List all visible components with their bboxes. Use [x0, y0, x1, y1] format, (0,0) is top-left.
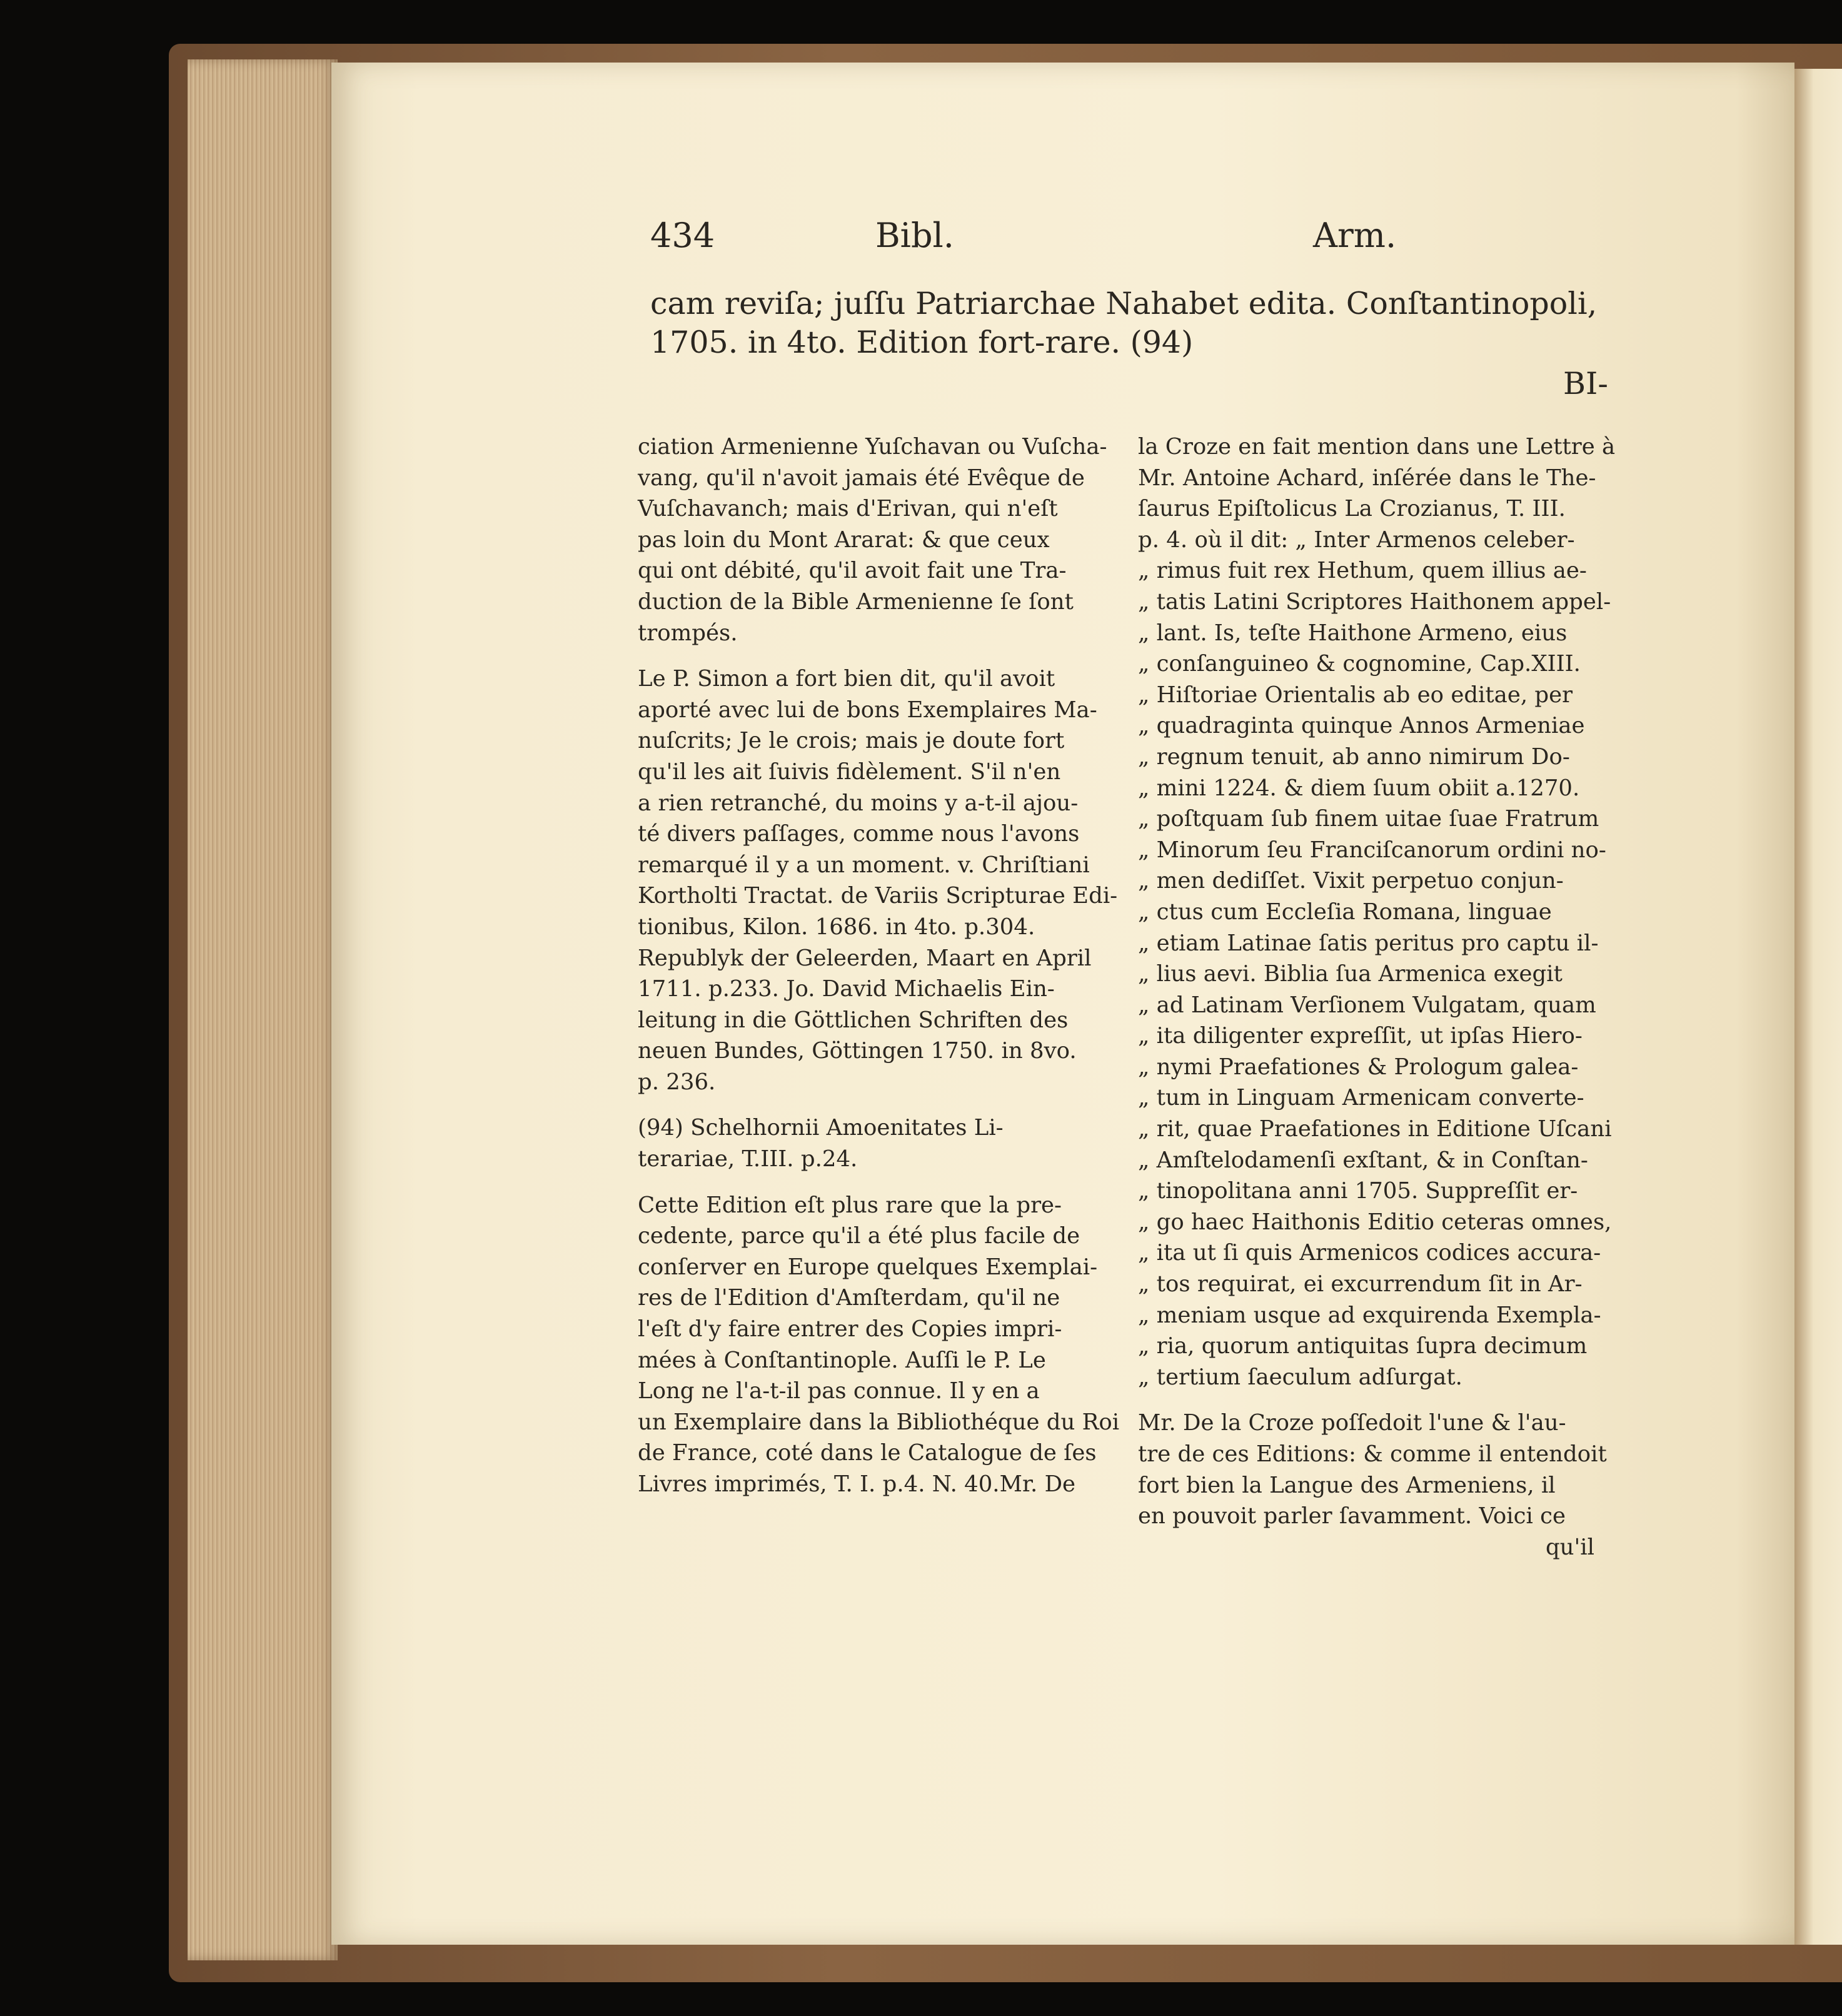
text-line: „ rit, quae Praefationes in Editione Uſcani: [1138, 1116, 1612, 1142]
text-line: „ tinopolitana anni 1705. Suppreſſit er-: [1138, 1178, 1578, 1204]
text-line: Livres imprimés, T. I. p.4. N. 40.Mr. De: [638, 1471, 1076, 1497]
text-line: „ quadraginta quinque Annos Armeniae: [1138, 713, 1585, 739]
text-line: conſerver en Europe quelques Exemplai-: [638, 1254, 1098, 1280]
text-line: „ ctus cum Eccleſia Romana, linguae: [1138, 899, 1552, 925]
right-page-edge: [1794, 69, 1842, 1945]
text-line: „ ad Latinam Verſionem Vulgatam, quam: [1138, 992, 1596, 1018]
text-line: Cette Edition eſt plus rare que la pre-: [638, 1192, 1062, 1218]
text-line: „ tertium ſaeculum adſurgat.: [1138, 1364, 1462, 1390]
text-line: „ meniam usque ad exquirenda Exempla-: [1138, 1302, 1601, 1328]
running-header: [650, 216, 1397, 272]
text-line: „ Hiſtoriae Orientalis ab eo editae, per: [1138, 682, 1573, 708]
text-line: Vuſchavanch; mais d'Erivan, qui n'eſt: [638, 496, 1058, 522]
paragraph: [638, 1112, 1100, 1174]
text-line: nuſcrits; Je le crois; mais je doute fort: [638, 728, 1065, 754]
text-line: cedente, parce qu'il a été plus facile de: [638, 1223, 1080, 1249]
text-line: qui ont débité, qu'il avoit fait une Tra-: [638, 558, 1067, 584]
catchword-top: BI-: [1563, 366, 1608, 401]
text-line: „ ita diligenter expreſſit, ut ipſas Hiero-: [1138, 1023, 1583, 1049]
paragraph: [638, 431, 1107, 648]
text-line: de France, coté dans le Catalogue de ſes: [638, 1440, 1097, 1466]
text-line: 1711. p.233. Jo. David Michaelis Ein-: [638, 976, 1055, 1002]
text-line: „ poſtquam ſub finem uitae ſuae Fratrum: [1138, 806, 1599, 832]
text-line: Republyk der Geleerden, Maart en April: [638, 945, 1092, 971]
text-line: „ mini 1224. & diem ſuum obiit a.1270.: [1138, 775, 1580, 801]
text-line: mées à Conſtantinople. Auſſi le P. Le: [638, 1347, 1046, 1373]
text-line: un Exemplaire dans la Bibliothéque du Roi: [638, 1409, 1120, 1435]
paragraph: [1138, 1408, 1607, 1563]
intro-line: cam reviſa; juſſu Patriarchae Nahabet edita. Conſtantinopoli,: [650, 286, 1598, 321]
page-number: 434: [650, 216, 715, 255]
text-line: la Croze en fait mention dans une Lettre à: [1138, 434, 1616, 460]
text-line: ſaurus Epiſtolicus La Crozianus, T. III.: [1138, 496, 1566, 522]
text-line: en pouvoit parler ſavamment. Voici ce: [1138, 1503, 1566, 1530]
text-line: p. 236.: [638, 1069, 716, 1095]
text-line: „ Amſtelodamenſi exſtant, & in Conſtan-: [1138, 1147, 1588, 1173]
paragraph: [1138, 431, 1616, 1393]
text-line: trompés.: [638, 620, 738, 646]
running-head-left: Bibl.: [875, 216, 954, 255]
paragraph: [638, 1190, 1120, 1500]
catchword-bottom: qu'il: [1545, 1534, 1594, 1560]
text-line: vang, qu'il n'avoit jamais été Evêque de: [638, 465, 1085, 491]
text-line: duction de la Bible Armenienne ſe ſont: [638, 588, 1074, 615]
paragraph: [638, 663, 1118, 1097]
text-line: „ tatis Latini Scriptores Haithonem appel-: [1138, 588, 1611, 615]
text-line: tionibus, Kilon. 1686. in 4to. p.304.: [638, 914, 1035, 940]
text-line: „ go haec Haithonis Editio ceteras omnes,: [1138, 1209, 1612, 1235]
text-line: terariae, T.III. p.24.: [638, 1146, 858, 1172]
text-line: „ regnum tenuit, ab anno nimirum Do-: [1138, 743, 1570, 770]
left-column: [638, 431, 1120, 1515]
text-line: remarqué il y a un moment. v. Chriſtiani: [638, 852, 1090, 878]
text-line: Le P. Simon a fort bien dit, qu'il avoit: [638, 666, 1055, 692]
right-column: [1138, 431, 1616, 1578]
text-line: leitung in die Göttlichen Schriften des: [638, 1007, 1069, 1033]
text-line: „ Minorum ſeu Franciſcanorum ordini no-: [1138, 837, 1606, 863]
text-line: tre de ces Editions: & comme il entendoit: [1138, 1441, 1607, 1467]
text-line: „ lius aevi. Biblia ſua Armenica exegit: [1138, 961, 1563, 987]
text-line: Kortholti Tractat. de Variis Scripturae Edi-: [638, 883, 1118, 909]
text-line: res de l'Edition d'Amſterdam, qu'il ne: [638, 1285, 1060, 1311]
intro-line: 1705. in 4to. Edition fort-rare. (94): [650, 325, 1194, 360]
text-line: „ lant. Is, teſte Haithone Armeno, eius: [1138, 620, 1568, 646]
text-line: Mr. Antoine Achard, inſérée dans le The-: [1138, 465, 1596, 491]
intro-text: [650, 285, 1619, 362]
text-line: „ etiam Latinae ſatis peritus pro captu il-: [1138, 930, 1599, 956]
text-line: „ men dediſſet. Vixit perpetuo conjun-: [1138, 868, 1564, 894]
text-line: (94) Schelhornii Amoenitates Li-: [638, 1115, 1004, 1141]
page-edges: [188, 59, 338, 1960]
text-line: „ ria, quorum antiquitas ſupra decimum: [1138, 1333, 1588, 1359]
text-line: a rien retranché, du moins y a-t-il ajou-: [638, 790, 1079, 816]
text-line: Long ne l'a-t-il pas connue. Il y en a: [638, 1378, 1040, 1404]
text-line: „ conſanguineo & cognomine, Cap.XIII.: [1138, 651, 1581, 677]
text-line: „ nymi Praefationes & Prologum galea-: [1138, 1054, 1579, 1080]
text-line: „ rimus fuit rex Hethum, quem illius ae-: [1138, 558, 1587, 584]
text-line: „ tos requirat, ei excurrendum ſit in Ar-: [1138, 1271, 1583, 1298]
text-line: „ tum in Linguam Armenicam converte-: [1138, 1085, 1584, 1111]
text-line: qu'il les ait ſuivis fidèlement. S'il n'en: [638, 759, 1061, 785]
text-line: p. 4. où il dit: „ Inter Armenos celeber-: [1138, 527, 1575, 553]
text-line: fort bien la Langue des Armeniens, il: [1138, 1472, 1556, 1498]
text-line: ciation Armenienne Yuſchavan ou Vuſcha-: [638, 434, 1107, 460]
text-line: „ ita ut ſi quis Armenicos codices accura-: [1138, 1240, 1601, 1266]
text-line: pas loin du Mont Ararat: & que ceux: [638, 527, 1050, 553]
text-line: aporté avec lui de bons Exemplaires Ma-: [638, 697, 1097, 723]
text-line: l'eſt d'y faire entrer des Copies impri-: [638, 1316, 1062, 1343]
text-line: Mr. De la Croze poſſedoit l'une & l'au-: [1138, 1410, 1566, 1436]
running-head-right: Arm.: [1313, 216, 1397, 255]
text-line: neuen Bundes, Göttingen 1750. in 8vo.: [638, 1038, 1077, 1064]
text-line: té divers paſſages, comme nous l'avons: [638, 821, 1080, 847]
